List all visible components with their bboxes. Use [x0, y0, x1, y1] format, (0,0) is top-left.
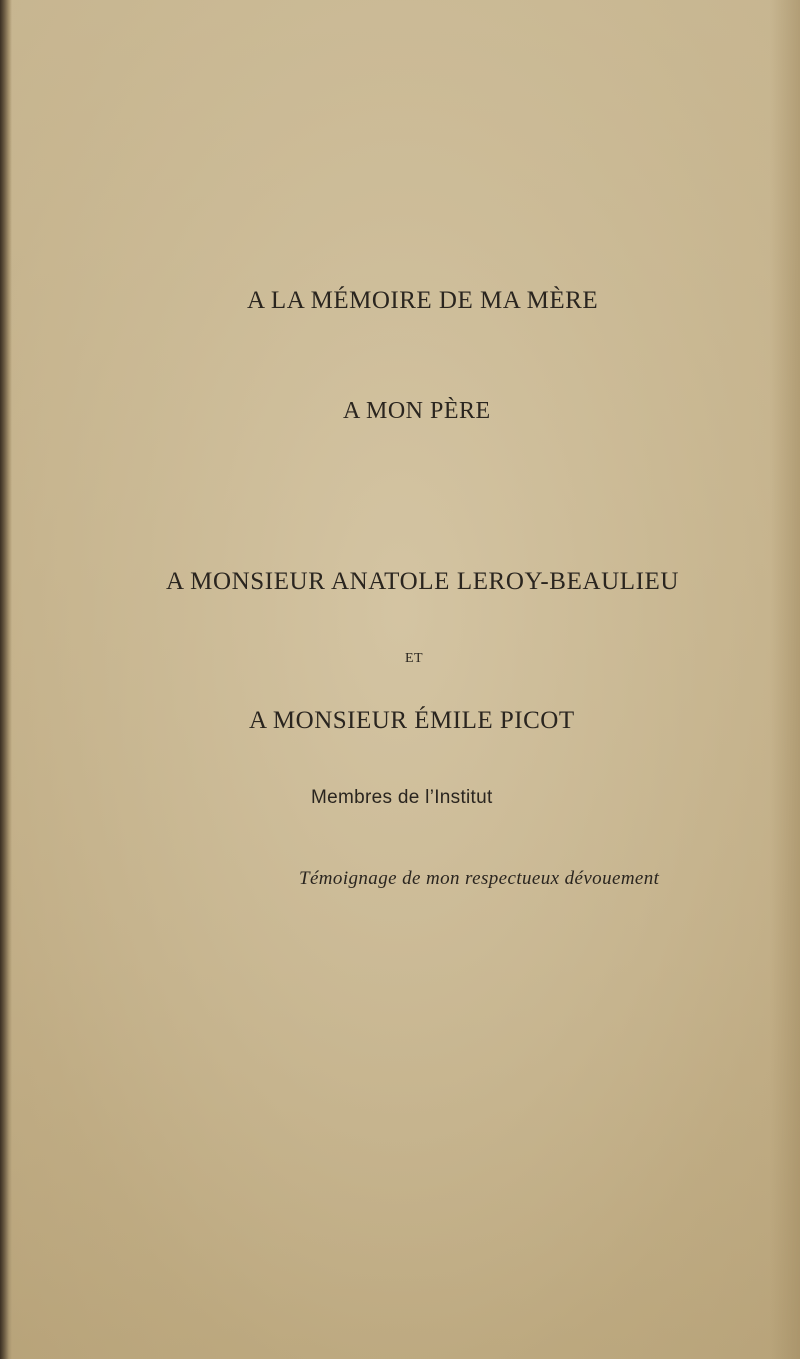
dedication-mother: A LA MÉMOIRE DE MA MÈRE [247, 287, 599, 314]
binding-edge [0, 0, 12, 1359]
dedication-leroy-beaulieu: A MONSIEUR ANATOLE LEROY-BEAULIEU [166, 568, 680, 595]
page-edge-shadow [770, 0, 800, 1359]
dedication-tribute: Témoignage de mon respectueux dévouement [299, 868, 660, 889]
dedication-picot: A MONSIEUR ÉMILE PICOT [249, 707, 575, 734]
dedication-conjunction: ET [405, 651, 424, 666]
dedication-father: A MON PÈRE [343, 398, 491, 424]
dedication-affiliation: Membres de l’Institut [311, 787, 493, 808]
